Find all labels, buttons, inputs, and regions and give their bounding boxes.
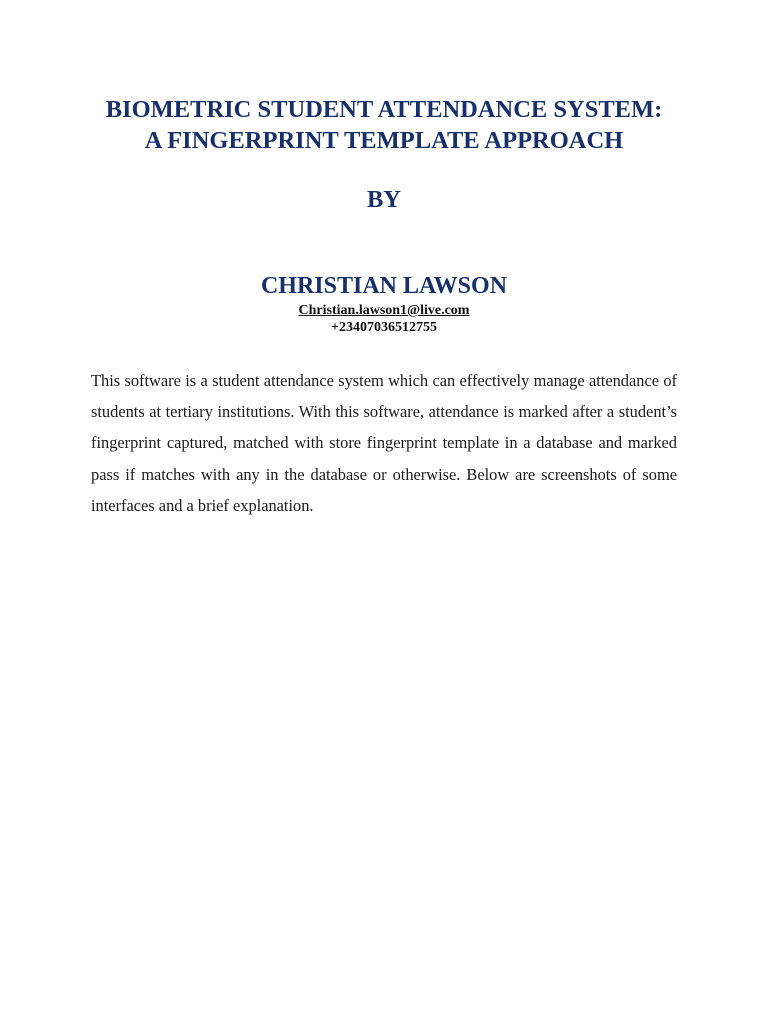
document-title-line-2: A FINGERPRINT TEMPLATE APPROACH [144, 127, 624, 154]
by-label: BY [366, 186, 402, 213]
document-title-line-1: BIOMETRIC STUDENT ATTENDANCE SYSTEM: [105, 96, 663, 123]
author-name: CHRISTIAN LAWSON [260, 273, 508, 299]
intro-paragraph: This software is a student attendance system which can effectively manage attendance of students at tertiary institutions. With this software, attendance is marked after a student’s fingerprint captured, matched with store fingerprint template in a database and marked pass if matches with any in the database or otherwise. Below are screenshots of some interfaces and a brief explanation. [91, 371, 677, 515]
author-email-link[interactable]: Christian.lawson1@live.com [298, 303, 470, 318]
author-phone: +23407036512755 [331, 320, 437, 335]
